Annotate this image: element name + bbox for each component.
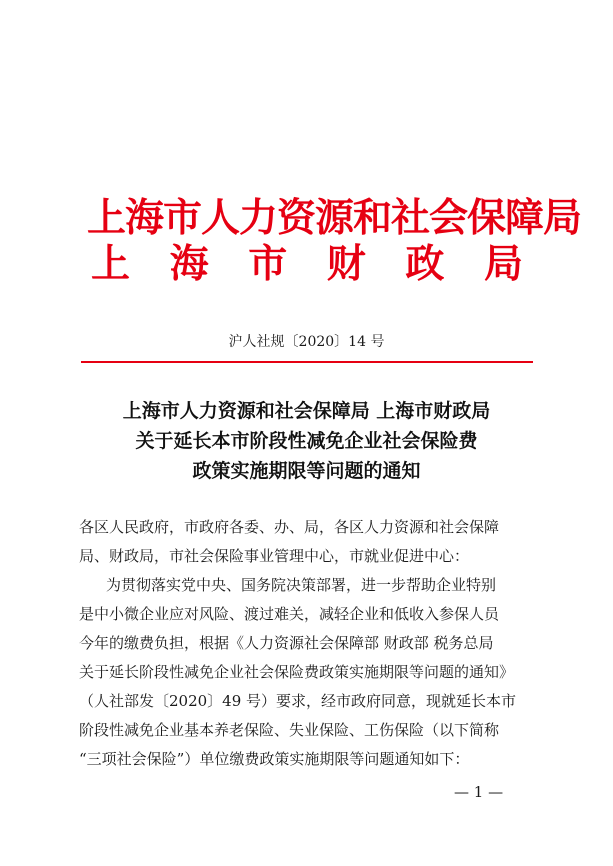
notice-title-line-3: 政策实施期限等问题的通知 [192, 460, 421, 482]
issuer-header-char: 局 [483, 241, 523, 287]
issuer-header-hrss: 上海市人力资源和社会保障局 [87, 195, 582, 241]
notice-title-line-1: 上海市人力资源和社会保障局 上海市财政局 [122, 400, 491, 422]
issuer-header-finance [87, 240, 527, 288]
body-paragraph-line: （人社部发〔2020〕49 号）要求，经市政府同意，现就延长本市 [79, 692, 517, 710]
issuer-header-char: 财 [326, 241, 366, 287]
body-paragraph-line: 是中小微企业应对风险、渡过难关，减轻企业和低收入参保人员 [79, 605, 500, 623]
body-paragraph-line: 为贯彻落实党中央、国务院决策部署，进一步帮助企业特别 [106, 576, 497, 594]
page-number: — 1 — [454, 783, 504, 801]
red-divider-rule [81, 361, 533, 363]
issuer-header-char: 市 [248, 241, 288, 287]
document-number: 沪人社规〔2020〕14 号 [228, 334, 385, 350]
issuer-header-char: 政 [405, 241, 445, 287]
issuer-header-char: 上 [91, 241, 131, 287]
body-paragraph-line: 阶段性减免企业基本养老保险、失业保险、工伤保险（以下简称 [79, 721, 500, 739]
addressee-line: 各区人民政府，市政府各委、办、局，各区人力资源和社会保障 [79, 518, 500, 536]
body-paragraph-line: 关于延长阶段性减免企业社会保险费政策实施期限等问题的通知》 [79, 663, 515, 681]
addressee-line: 局、财政局，市社会保险事业管理中心，市就业促进中心： [79, 547, 470, 565]
body-paragraph-line: 今年的缴费负担，根据《人力资源社会保障部 财政部 税务总局 [79, 634, 494, 652]
issuer-header-char: 海 [169, 241, 209, 287]
body-paragraph-line: “三项社会保险”）单位缴费政策实施期限等问题通知如下： [79, 750, 470, 768]
notice-title-line-2: 关于延长本市阶段性减免企业社会保险费 [135, 430, 478, 452]
